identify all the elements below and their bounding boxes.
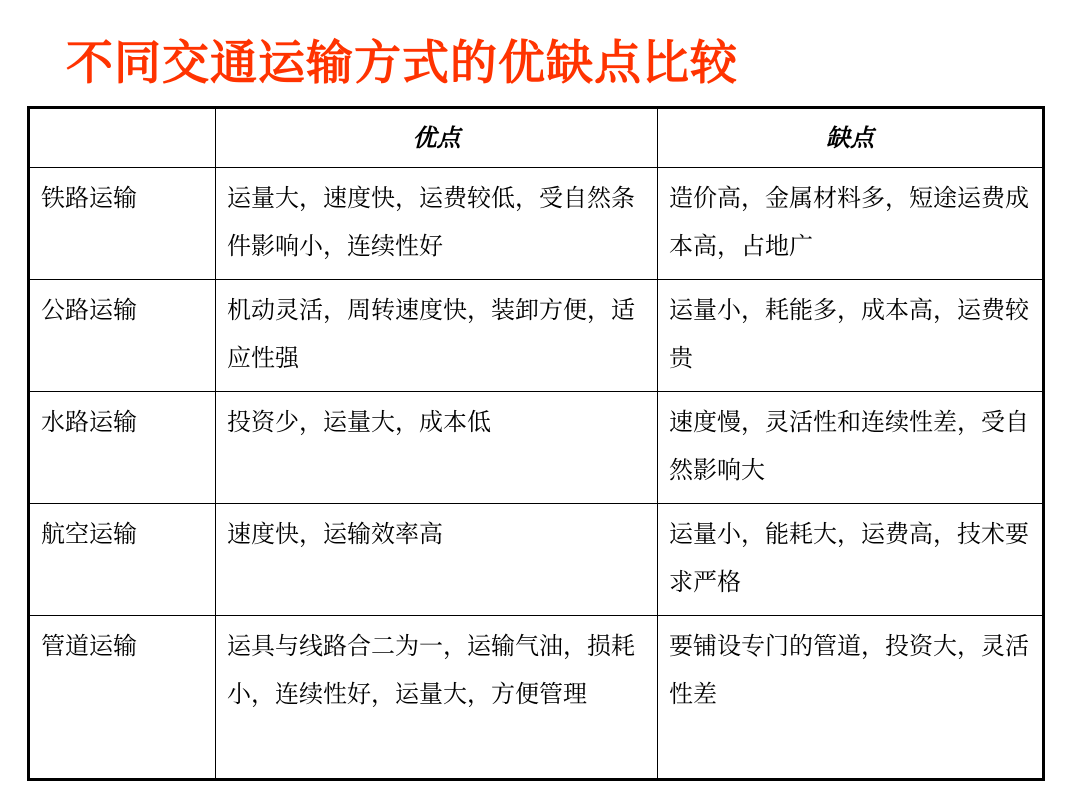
table-row (29, 168, 1044, 280)
comparison-table (27, 106, 1045, 781)
cons-cell: 运量小，能耗大，运费高，技术要求严格 (658, 504, 1044, 616)
table-row (29, 504, 1044, 616)
table-header-row (29, 108, 1044, 168)
cons-cell: 运量小，耗能多，成本高，运费较贵 (658, 280, 1044, 392)
transport-mode-cell: 水路运输 (29, 392, 216, 504)
pros-cell: 运具与线路合二为一，运输气油，损耗小，连续性好，运量大，方便管理 (216, 616, 658, 780)
cons-cell: 速度慢，灵活性和连续性差，受自然影响大 (658, 392, 1044, 504)
table-row (29, 616, 1044, 780)
pros-cell: 运量大，速度快，运费较低，受自然条件影响小，连续性好 (216, 168, 658, 280)
transport-mode-cell: 航空运输 (29, 504, 216, 616)
transport-mode-cell: 管道运输 (29, 616, 216, 780)
page-title: 不同交通运输方式的优缺点比较 (66, 36, 738, 91)
transport-mode-cell: 公路运输 (29, 280, 216, 392)
header-cons: 缺点 (658, 108, 1044, 168)
table-row (29, 280, 1044, 392)
table-row (29, 392, 1044, 504)
header-pros: 优点 (216, 108, 658, 168)
cons-cell: 造价高，金属材料多，短途运费成本高，占地广 (658, 168, 1044, 280)
pros-cell: 速度快，运输效率高 (216, 504, 658, 616)
pros-cell: 机动灵活，周转速度快，装卸方便，适应性强 (216, 280, 658, 392)
transport-mode-cell: 铁路运输 (29, 168, 216, 280)
header-mode (29, 108, 216, 168)
pros-cell: 投资少，运量大，成本低 (216, 392, 658, 504)
cons-cell: 要铺设专门的管道，投资大，灵活性差 (658, 616, 1044, 780)
